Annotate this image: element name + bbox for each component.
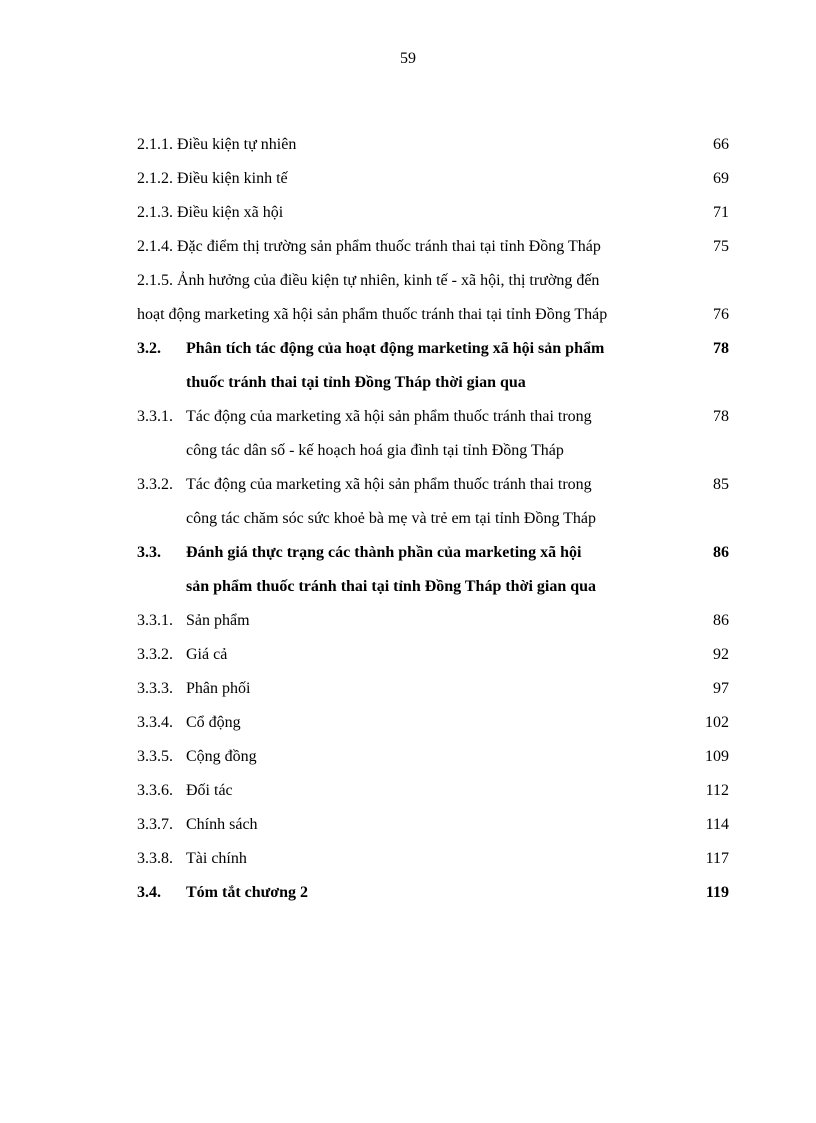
toc-entry-text: Tài chính	[186, 850, 247, 867]
toc-entry-text: Tác động của marketing xã hội sản phẩm thuốc tránh thai trong công tác chăm sóc sức khoẻ bà mẹ và trẻ em tại tỉnh Đồng Tháp	[186, 476, 597, 527]
toc-entry	[137, 468, 729, 536]
toc-entry	[137, 196, 729, 230]
toc-entry-text: Cộng đồng	[186, 748, 257, 765]
toc-page-number: 92	[713, 646, 729, 663]
toc-entry-text: Phân phối	[186, 680, 251, 697]
toc-section-number: 3.2.	[137, 340, 161, 357]
toc-section-number: 3.3.6.	[137, 782, 173, 799]
toc-page-number: 85	[713, 476, 729, 493]
toc-page-number: 78	[713, 340, 729, 357]
toc-entry	[137, 536, 729, 604]
toc-entry-text: Tóm tắt chương 2	[186, 884, 309, 901]
toc-page-number: 117	[705, 850, 729, 867]
toc-page-number: 102	[705, 714, 729, 731]
toc-section-number: 3.3.4.	[137, 714, 173, 731]
toc-entry-text: Đánh giá thực trạng các thành phần của marketing xã hội sản phẩm thuốc tránh thai tại tỉnh Đồng Tháp thời gian qua	[186, 544, 597, 595]
toc-entry-text: Cổ động	[186, 714, 241, 731]
toc-entry	[137, 162, 729, 196]
toc-page-number: 119	[705, 884, 729, 901]
toc-entry	[137, 808, 729, 842]
toc-entry-text: 2.1.1. Điều kiện tự nhiên	[137, 136, 297, 153]
table-of-contents	[137, 128, 729, 910]
toc-entry	[137, 230, 729, 264]
toc-entry	[137, 400, 729, 468]
toc-entry-text: Giá cả	[186, 646, 228, 663]
toc-entry-text: Đối tác	[186, 782, 233, 799]
toc-page-number: 71	[713, 204, 729, 221]
toc-page-number: 109	[705, 748, 729, 765]
toc-entry	[137, 774, 729, 808]
toc-section-number: 3.3.7.	[137, 816, 173, 833]
toc-entry	[137, 604, 729, 638]
toc-page-number: 76	[713, 306, 729, 323]
toc-section-number: 3.3.8.	[137, 850, 173, 867]
toc-page-number: 78	[713, 408, 729, 425]
toc-page-number: 86	[713, 544, 729, 561]
page-number: 59	[400, 50, 416, 67]
toc-entry-text: 2.1.5. Ảnh hưởng của điều kiện tự nhiên, kinh tế - xã hội, thị trường đến hoạt động marketing xã hội sản phẩm thuốc tránh thai tại tỉnh Đồng Tháp	[137, 272, 608, 323]
toc-entry-text: Chính sách	[186, 816, 258, 833]
toc-section-number: 3.3.3.	[137, 680, 173, 697]
toc-entry	[137, 842, 729, 876]
toc-entry-text: Tác động của marketing xã hội sản phẩm thuốc tránh thai trong công tác dân số - kế hoạch hoá gia đình tại tỉnh Đồng Tháp	[186, 408, 592, 459]
toc-section-number: 3.3.5.	[137, 748, 173, 765]
toc-entry-text: 2.1.4. Đặc điểm thị trường sản phẩm thuốc tránh thai tại tỉnh Đồng Tháp	[137, 238, 601, 255]
toc-entry	[137, 638, 729, 672]
toc-entry	[137, 332, 729, 400]
toc-section-number: 3.4.	[137, 884, 161, 901]
toc-section-number: 3.3.1.	[137, 408, 173, 425]
toc-page-number: 114	[705, 816, 729, 833]
toc-entry	[137, 706, 729, 740]
toc-page-number: 69	[713, 170, 729, 187]
toc-page-number: 86	[713, 612, 729, 629]
toc-page-number: 66	[713, 136, 729, 153]
toc-section-number: 3.3.2.	[137, 646, 173, 663]
toc-entry	[137, 740, 729, 774]
toc-entry-text: 2.1.2. Điều kiện kinh tế	[137, 170, 288, 187]
toc-page-number: 112	[705, 782, 729, 799]
toc-section-number: 3.3.2.	[137, 476, 173, 493]
toc-entry	[137, 672, 729, 706]
toc-entry-text: Phân tích tác động của hoạt động marketing xã hội sản phẩm thuốc tránh thai tại tỉnh Đồng Tháp thời gian qua	[186, 340, 605, 391]
toc-section-number: 3.3.	[137, 544, 161, 561]
toc-page-number: 97	[713, 680, 729, 697]
toc-entry	[137, 876, 729, 910]
toc-entry	[137, 128, 729, 162]
toc-entry	[137, 264, 729, 332]
toc-entry-text: 2.1.3. Điều kiện xã hội	[137, 204, 284, 221]
toc-section-number: 3.3.1.	[137, 612, 173, 629]
toc-page-number: 75	[713, 238, 729, 255]
toc-entry-text: Sản phẩm	[186, 612, 250, 629]
